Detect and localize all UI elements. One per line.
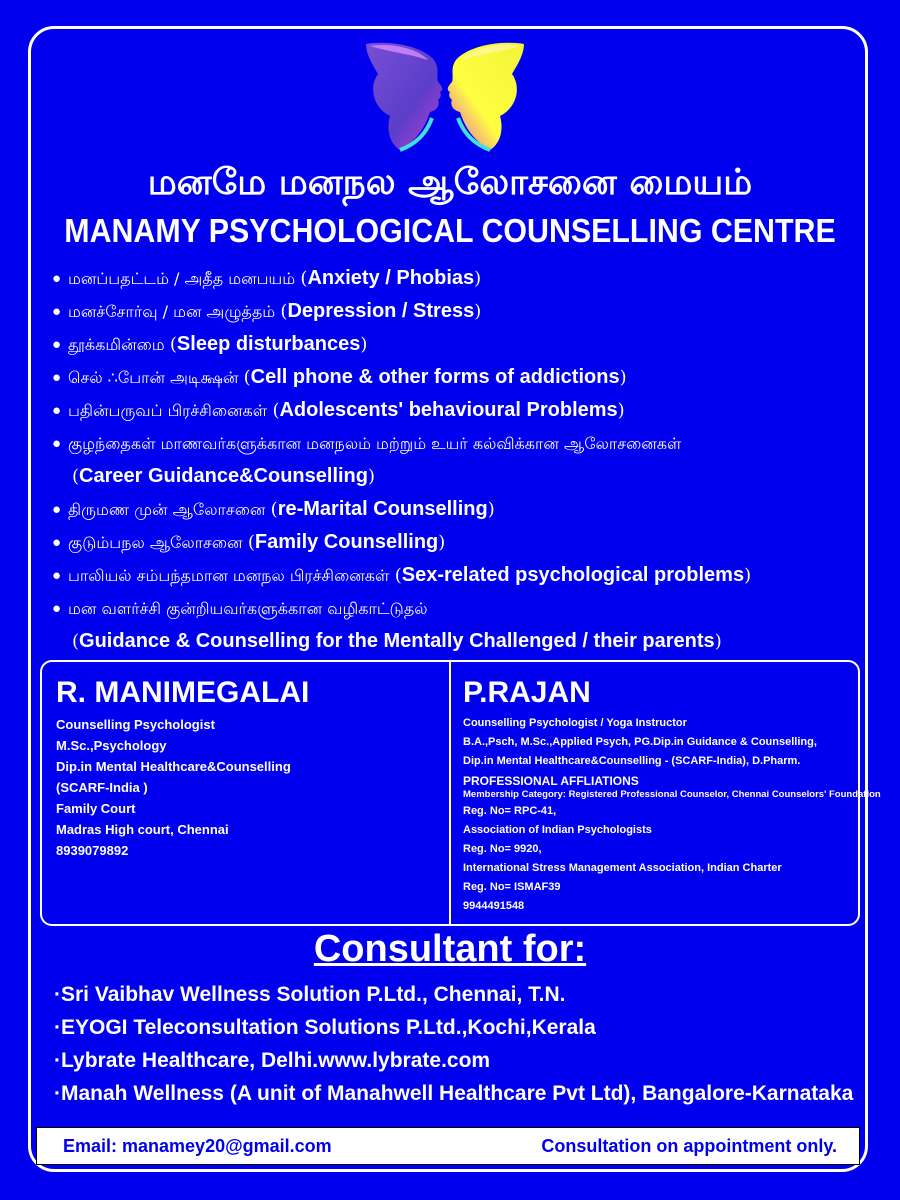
affiliation-line: International Stress Management Association, Indian Charter	[463, 862, 782, 874]
left-profile-phone: 8939079892	[56, 843, 129, 858]
consultant-item: ·Lybrate Healthcare, Delhi.www.lybrate.com	[54, 1049, 491, 1072]
left-profile	[56, 676, 436, 861]
right-profile-phone: 9944491548	[463, 900, 525, 912]
left-profile-line: Dip.in Mental Healthcare&Counselling	[56, 759, 291, 774]
service-item: ● பாலியல் சம்பந்தமான மனநல பிரச்சினைகள் (Sex-related psychological problems)	[52, 559, 862, 592]
service-item: ● தூக்கமின்மை (Sleep disturbances)	[52, 328, 862, 361]
service-tamil: திருமண முன் ஆலோசனை	[68, 500, 266, 519]
service-tamil: குழந்தைகள் மாணவர்களுக்கான மனநலம் மற்றும் உயர் கல்விக்கான ஆலோசனைகள்	[68, 434, 682, 453]
consultant-title: Consultant for:	[313, 928, 587, 970]
bullet-icon: ●	[52, 369, 62, 386]
service-item: ● மன வளர்ச்சி குன்றியவர்களுக்கான வழிகாட்டுதல் (Guidance & Counselling for the Mentally Challenged / their parents)	[52, 592, 862, 658]
consultant-item: ·EYOGI Teleconsultation Solutions P.Ltd.,Kochi,Kerala	[54, 1016, 596, 1039]
left-profile-line: Madras High court, Chennai	[56, 822, 229, 837]
service-english: re-Marital Counselling	[277, 498, 488, 520]
service-item: ● குழந்தைகள் மாணவர்களுக்கான மனநலம் மற்றும் உயர் கல்விக்கான ஆலோசனைகள் (Career Guidance&Counselling)	[52, 427, 862, 493]
services-list	[52, 262, 862, 658]
service-tamil: மனப்பதட்டம் / அதீத மனபயம்	[68, 269, 296, 288]
service-english: Depression / Stress	[287, 300, 475, 322]
profiles-divider	[449, 662, 451, 924]
bullet-icon: ●	[52, 600, 62, 617]
affiliation-line: Reg. No= ISMAF39	[463, 881, 561, 893]
service-english: Sleep disturbances	[176, 333, 361, 355]
title-tamil: மனமே மனநல ஆலோசனை மையம்	[147, 162, 753, 203]
service-item: ● குடும்பநல ஆலோசனை (Family Counselling)	[52, 526, 862, 559]
service-tamil: மன வளர்ச்சி குன்றியவர்களுக்கான வழிகாட்டுதல்	[68, 599, 428, 618]
consultant-list	[54, 978, 874, 1110]
affiliation-line: Reg. No= 9920,	[463, 843, 542, 855]
service-item: ● மனச்சோர்வு / மன அழுத்தம் (Depression / Stress)	[52, 295, 862, 328]
affiliation-line: Association of Indian Psychologists	[463, 824, 652, 836]
service-english: Adolescents' behavioural Problems	[279, 399, 618, 421]
left-profile-line: Counselling Psychologist	[56, 717, 215, 732]
service-english: Family Counselling	[254, 531, 439, 553]
bullet-icon: ●	[52, 303, 62, 320]
butterfly-faces-icon	[360, 38, 530, 156]
service-tamil: பதின்பருவப் பிரச்சினைகள்	[68, 401, 268, 420]
service-item: ● செல் ∴போன் அடிக்ஷன் (Cell phone & other forms of addictions)	[52, 361, 862, 394]
left-profile-line: (SCARF-India )	[56, 780, 148, 795]
service-tamil: தூக்கமின்மை	[68, 335, 165, 354]
affiliation-line: Reg. No= RPC-41,	[463, 805, 557, 817]
bullet-icon: ●	[52, 336, 62, 353]
service-english: Career Guidance&Counselling	[79, 465, 368, 487]
right-profile	[463, 676, 881, 916]
service-item: ● மனப்பதட்டம் / அதீத மனபயம் (Anxiety / Phobias)	[52, 262, 862, 295]
service-tamil: செல் ∴போன் அடிக்ஷன்	[68, 368, 239, 387]
left-profile-name: R. MANIMEGALAI	[56, 676, 310, 709]
bullet-icon: ●	[52, 501, 62, 518]
bullet-icon: ●	[52, 567, 62, 584]
right-profile-line: B.A.,Psch, M.Sc.,Applied Psych, PG.Dip.in Guidance & Counselling,	[463, 736, 817, 748]
footer-bar	[36, 1127, 860, 1165]
consultant-item: ·Sri Vaibhav Wellness Solution P.Ltd., Chennai, T.N.	[54, 983, 566, 1006]
footer-note: Consultation on appointment only.	[541, 1136, 837, 1156]
affiliations-heading: PROFESSIONAL AFFLIATIONS	[463, 774, 639, 788]
left-profile-line: Family Court	[56, 801, 136, 816]
footer-email: Email: manamey20@gmail.com	[63, 1136, 332, 1156]
service-tamil: மனச்சோர்வு / மன அழுத்தம்	[68, 302, 276, 321]
service-english: Guidance & Counselling for the Mentally Challenged / their parents	[79, 630, 715, 652]
service-tamil: பாலியல் சம்பந்தமான மனநல பிரச்சினைகள்	[68, 566, 390, 585]
right-profile-name: P.RAJAN	[463, 676, 591, 709]
service-english: Anxiety / Phobias	[307, 267, 475, 289]
consultant-item: ·Manah Wellness (A unit of Manahwell Healthcare Pvt Ltd), Bangalore-Karnataka	[54, 1082, 854, 1105]
membership-line: Membership Category: Registered Professional Counselor, Chennai Counselors' Foundation	[463, 789, 881, 800]
bullet-icon: ●	[52, 435, 62, 452]
service-item: ● பதின்பருவப் பிரச்சினைகள் (Adolescents' behavioural Problems)	[52, 394, 862, 427]
service-item: ● திருமண முன் ஆலோசனை (re-Marital Counselling)	[52, 493, 862, 526]
bullet-icon: ●	[52, 534, 62, 551]
right-profile-line: Dip.in Mental Healthcare&Counselling - (SCARF-India), D.Pharm.	[463, 755, 801, 767]
left-profile-line: M.Sc.,Psychology	[56, 738, 167, 753]
title-english: MANAMY PSYCHOLOGICAL COUNSELLING CENTRE	[64, 212, 836, 249]
right-profile-line: Counselling Psychologist / Yoga Instructor	[463, 717, 687, 729]
service-english: Cell phone & other forms of addictions	[250, 366, 620, 388]
service-english: Sex-related psychological problems	[401, 564, 745, 586]
bullet-icon: ●	[52, 270, 62, 287]
bullet-icon: ●	[52, 402, 62, 419]
service-tamil: குடும்பநல ஆலோசனை	[68, 533, 243, 552]
